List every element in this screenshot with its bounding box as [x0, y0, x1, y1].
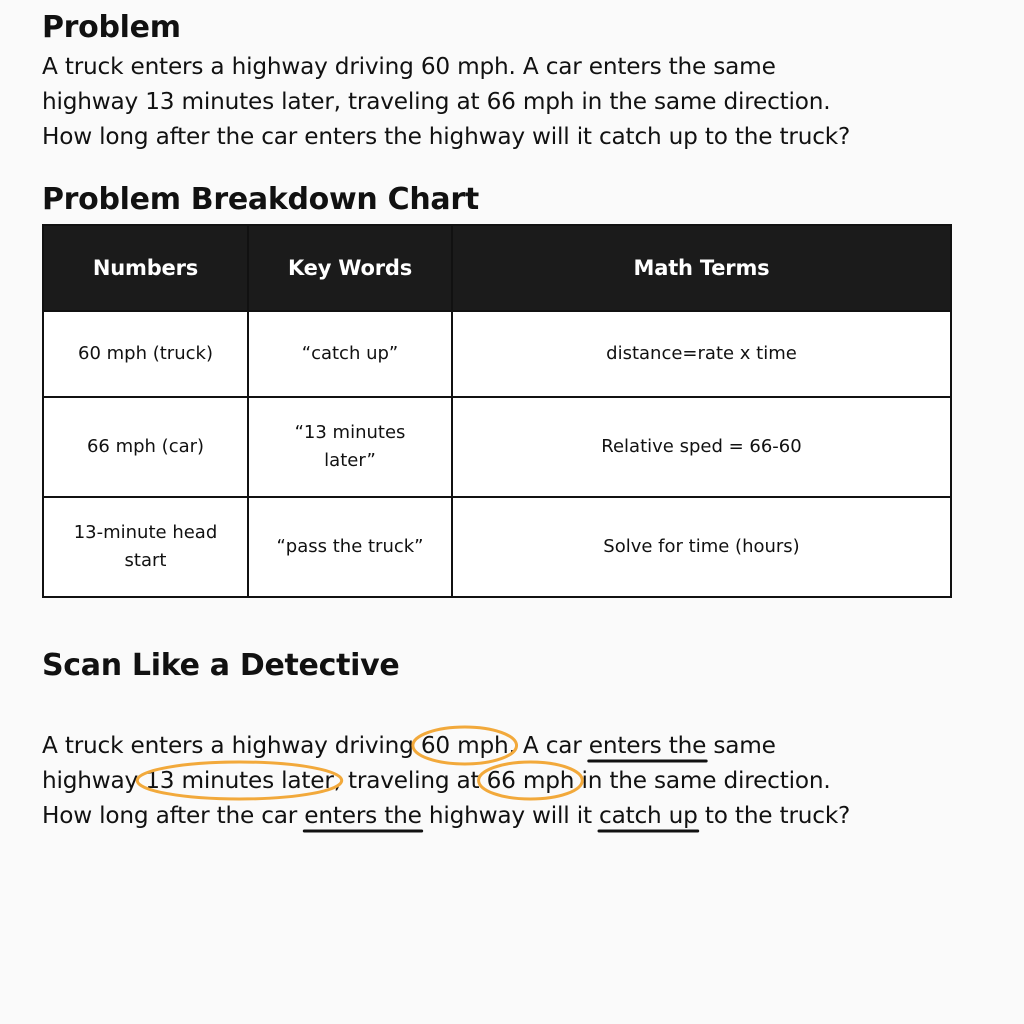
scan-text-segment: highway: [42, 767, 146, 794]
scan-text-segment: in the same direction.: [574, 767, 831, 794]
table-cell: “catch up”: [248, 311, 452, 397]
scan-line-3: [42, 798, 1002, 833]
scan-text-segment: . A car: [508, 732, 589, 759]
circled-phrase: 13 minutes later: [145, 767, 334, 794]
table-row: [43, 311, 951, 397]
problem-heading: Problem: [42, 10, 181, 45]
problem-text: [42, 49, 1002, 154]
table-header-row: [43, 225, 951, 311]
header-math-terms: Math Terms: [452, 225, 951, 311]
table-cell: 66 mph (car): [43, 397, 248, 497]
circled-phrase: 66 mph: [486, 767, 575, 794]
table-cell: Relative sped = 66-60: [452, 397, 951, 497]
table-cell: distance=rate x time: [452, 311, 951, 397]
header-key-words: Key Words: [248, 225, 452, 311]
scan-text-segment: highway will it: [421, 802, 600, 829]
table-cell: “13 minutes later”: [248, 397, 452, 497]
underlined-phrase: enters the: [588, 732, 707, 759]
problem-line-3: How long after the car enters the highway will it catch up to the truck?: [42, 123, 851, 150]
underlined-phrase: enters the: [304, 802, 422, 829]
header-numbers: Numbers: [43, 225, 248, 311]
scan-text: [42, 728, 1002, 833]
table-cell: 13-minute head start: [43, 497, 248, 597]
scan-line-1: [42, 728, 1002, 763]
scan-text-segment: , traveling at: [333, 767, 487, 794]
scan-text-segment: A truck enters a highway driving: [42, 732, 421, 759]
problem-line-2: highway 13 minutes later, traveling at 66 mph in the same direction.: [42, 88, 831, 115]
underlined-phrase: catch up: [599, 802, 698, 829]
problem-line-1: A truck enters a highway driving 60 mph. A car enters the same: [42, 53, 776, 80]
table-cell: 60 mph (truck): [43, 311, 248, 397]
breakdown-heading: Problem Breakdown Chart: [42, 182, 479, 217]
table-row: [43, 497, 951, 597]
table-cell: “pass the truck”: [248, 497, 452, 597]
table-cell: Solve for time (hours): [452, 497, 951, 597]
scan-text-segment: How long after the car: [42, 802, 305, 829]
circled-phrase: 60 mph: [420, 732, 509, 759]
scan-text-segment: same: [706, 732, 776, 759]
scan-text-segment: to the truck?: [697, 802, 851, 829]
scan-line-2: [42, 763, 1002, 798]
problem-breakdown-table: [42, 224, 952, 598]
scan-heading: Scan Like a Detective: [42, 648, 400, 683]
table-row: [43, 397, 951, 497]
